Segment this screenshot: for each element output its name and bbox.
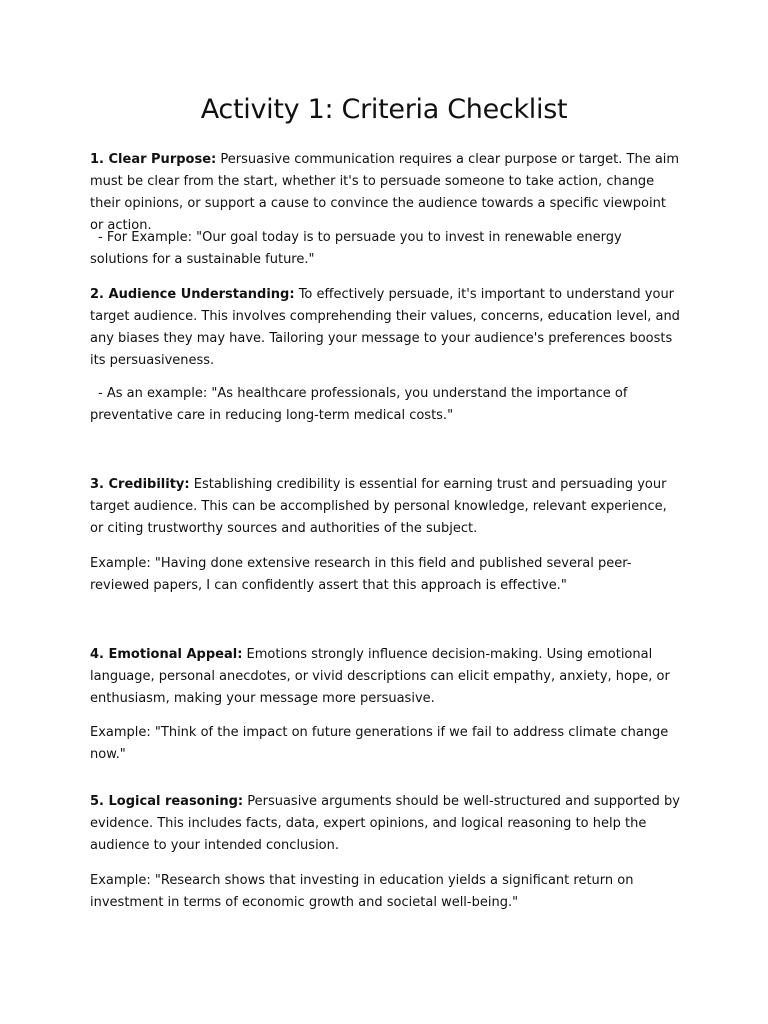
section-4-example: Example: "Think of the impact on future generations if we fail to address climate change now." [90,725,669,762]
section-4-body: Emotions strongly influence decision-making. Using emotional language, personal anecdotes, or vivid descriptions can elicit empathy, anxiety, hope, or enthusiasm, making your message more persuasive. [90,647,670,706]
section-1-example: - For Example: "Our goal today is to persuade you to invest in renewable energy solutions for a sustainable future." [90,230,622,267]
section-2-example: - As an example: "As healthcare professionals, you understand the importance of preventative care in reducing long-term medical costs." [90,386,628,423]
section-1-body: Persuasive communication requires a clear purpose or target. The aim must be clear from the start, whether it's to persuade someone to take action, change their opinions, or support a cause to convince the audience towards a specific viewpoint or action. [90,152,680,233]
section-5-paragraph [90,791,680,857]
section-3-body: Establishing credibility is essential for earning trust and persuading your target audience. This can be accomplished by personal knowledge, relevant experience, or citing trustworthy sources and authorities of the subject. [90,477,667,536]
section-1-paragraph [90,149,680,237]
section-5-example: Example: "Research shows that investing in education yields a significant return on investment in terms of economic growth and societal well-being." [90,873,634,910]
section-2-paragraph [90,284,680,372]
section-3-example: Example: "Having done extensive research in this field and published several peer-reviewed papers, I can confidently assert that this approach is effective." [90,556,632,593]
section-2-body: To effectively persuade, it's important to understand your target audience. This involves comprehending their values, concerns, education level, and any biases they may have. Tailoring your message to your audience's preferences boosts its persuasiveness. [90,287,680,368]
section-5-body: Persuasive arguments should be well-structured and supported by evidence. This includes facts, data, expert opinions, and logical reasoning to help the audience to your intended conclusion. [90,794,680,853]
section-1-heading: 1. Clear Purpose: [90,152,217,167]
section-4-paragraph [90,644,680,710]
section-3-paragraph [90,474,680,540]
section-2-heading: 2. Audience Understanding: [90,287,295,302]
section-4-heading: 4. Emotional Appeal: [90,647,243,662]
document-title: Activity 1: Criteria Checklist [200,94,568,125]
section-5-heading: 5. Logical reasoning: [90,794,244,809]
section-3-heading: 3. Credibility: [90,477,190,492]
